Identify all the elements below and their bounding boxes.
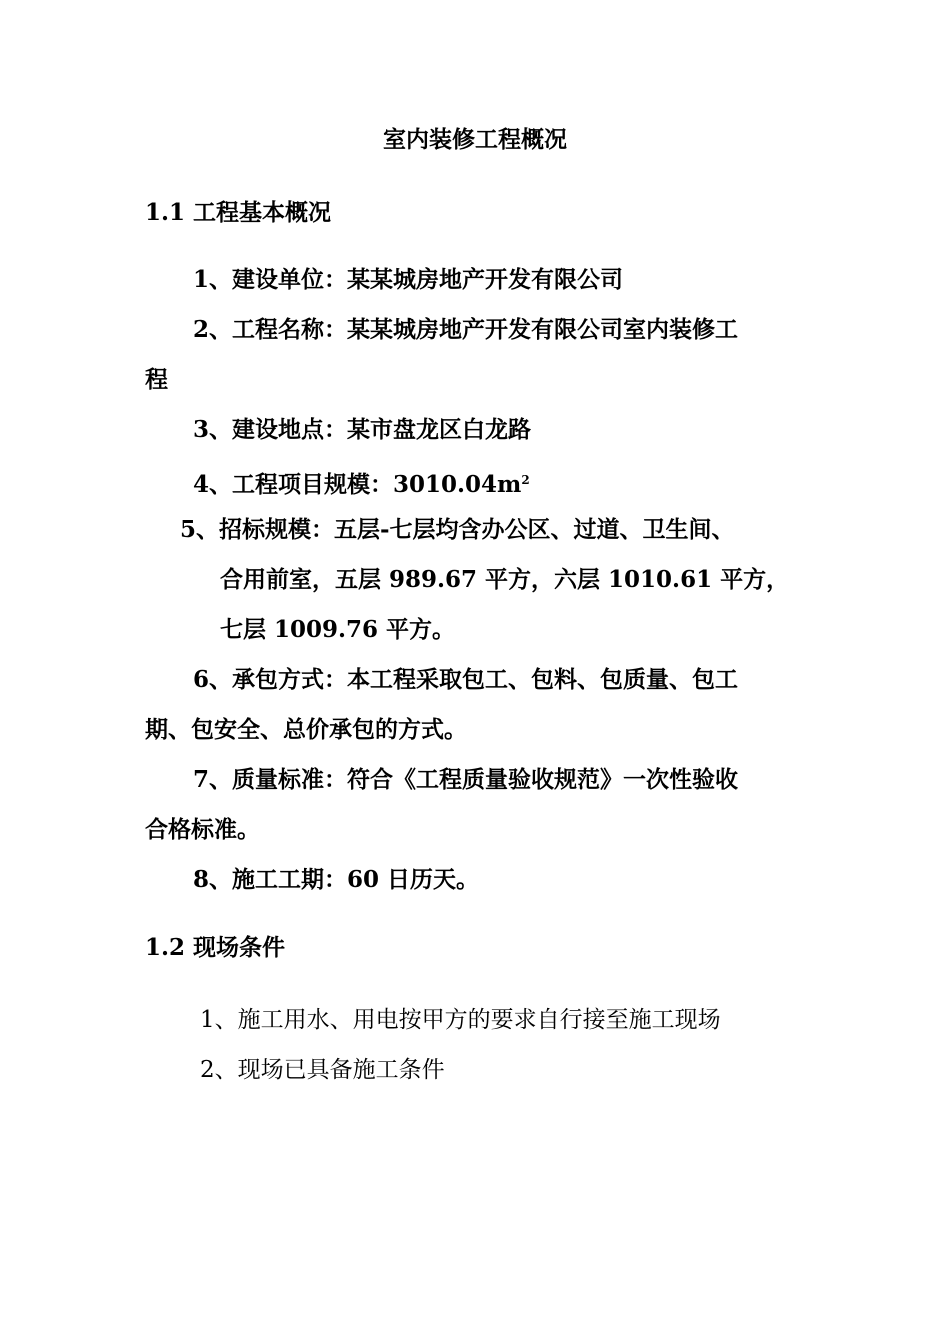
item-construction-unit: 1、建设单位：某某城房地产开发有限公司 — [193, 266, 624, 293]
item-contract-method-line2: 期、包安全、总价承包的方式。 — [145, 716, 467, 743]
item-project-name-line1: 2、工程名称：某某城房地产开发有限公司室内装修工 — [193, 316, 739, 343]
item-contract-method-line1: 6、承包方式：本工程采取包工、包料、包质量、包工 — [193, 666, 739, 693]
item-project-name-line2: 程 — [145, 366, 168, 393]
document-title: 室内装修工程概况 — [383, 126, 567, 153]
section-heading-1-2: 1.2 现场条件 — [145, 934, 286, 961]
item-bid-scale-line1: 5、招标规模：五层-七层均含办公区、过道、卫生间、 — [180, 516, 735, 543]
item-project-scale — [193, 462, 530, 503]
section-heading-1-1: 1.1 工程基本概况 — [145, 199, 332, 226]
item-project-scale-text: 4、工程项目规模：3010.04m — [193, 471, 522, 498]
item-bid-scale-line3: 七层 1009.76 平方。 — [220, 616, 456, 643]
item-site-ready: 2、现场已具备施工条件 — [200, 1057, 445, 1083]
item-bid-scale-line2: 合用前室，五层 989.67 平方，六层 1010.61 平方， — [220, 566, 790, 593]
item-construction-period: 8、施工工期：60 日历天。 — [193, 866, 480, 893]
area-unit-superscript: 2 — [521, 473, 530, 487]
item-water-electricity: 1、施工用水、用电按甲方的要求自行接至施工现场 — [200, 1007, 721, 1033]
item-quality-standard-line2: 合格标准。 — [145, 816, 260, 843]
item-quality-standard-line1: 7、质量标准：符合《工程质量验收规范》一次性验收 — [193, 766, 739, 793]
item-construction-site: 3、建设地点：某市盘龙区白龙路 — [193, 416, 532, 443]
